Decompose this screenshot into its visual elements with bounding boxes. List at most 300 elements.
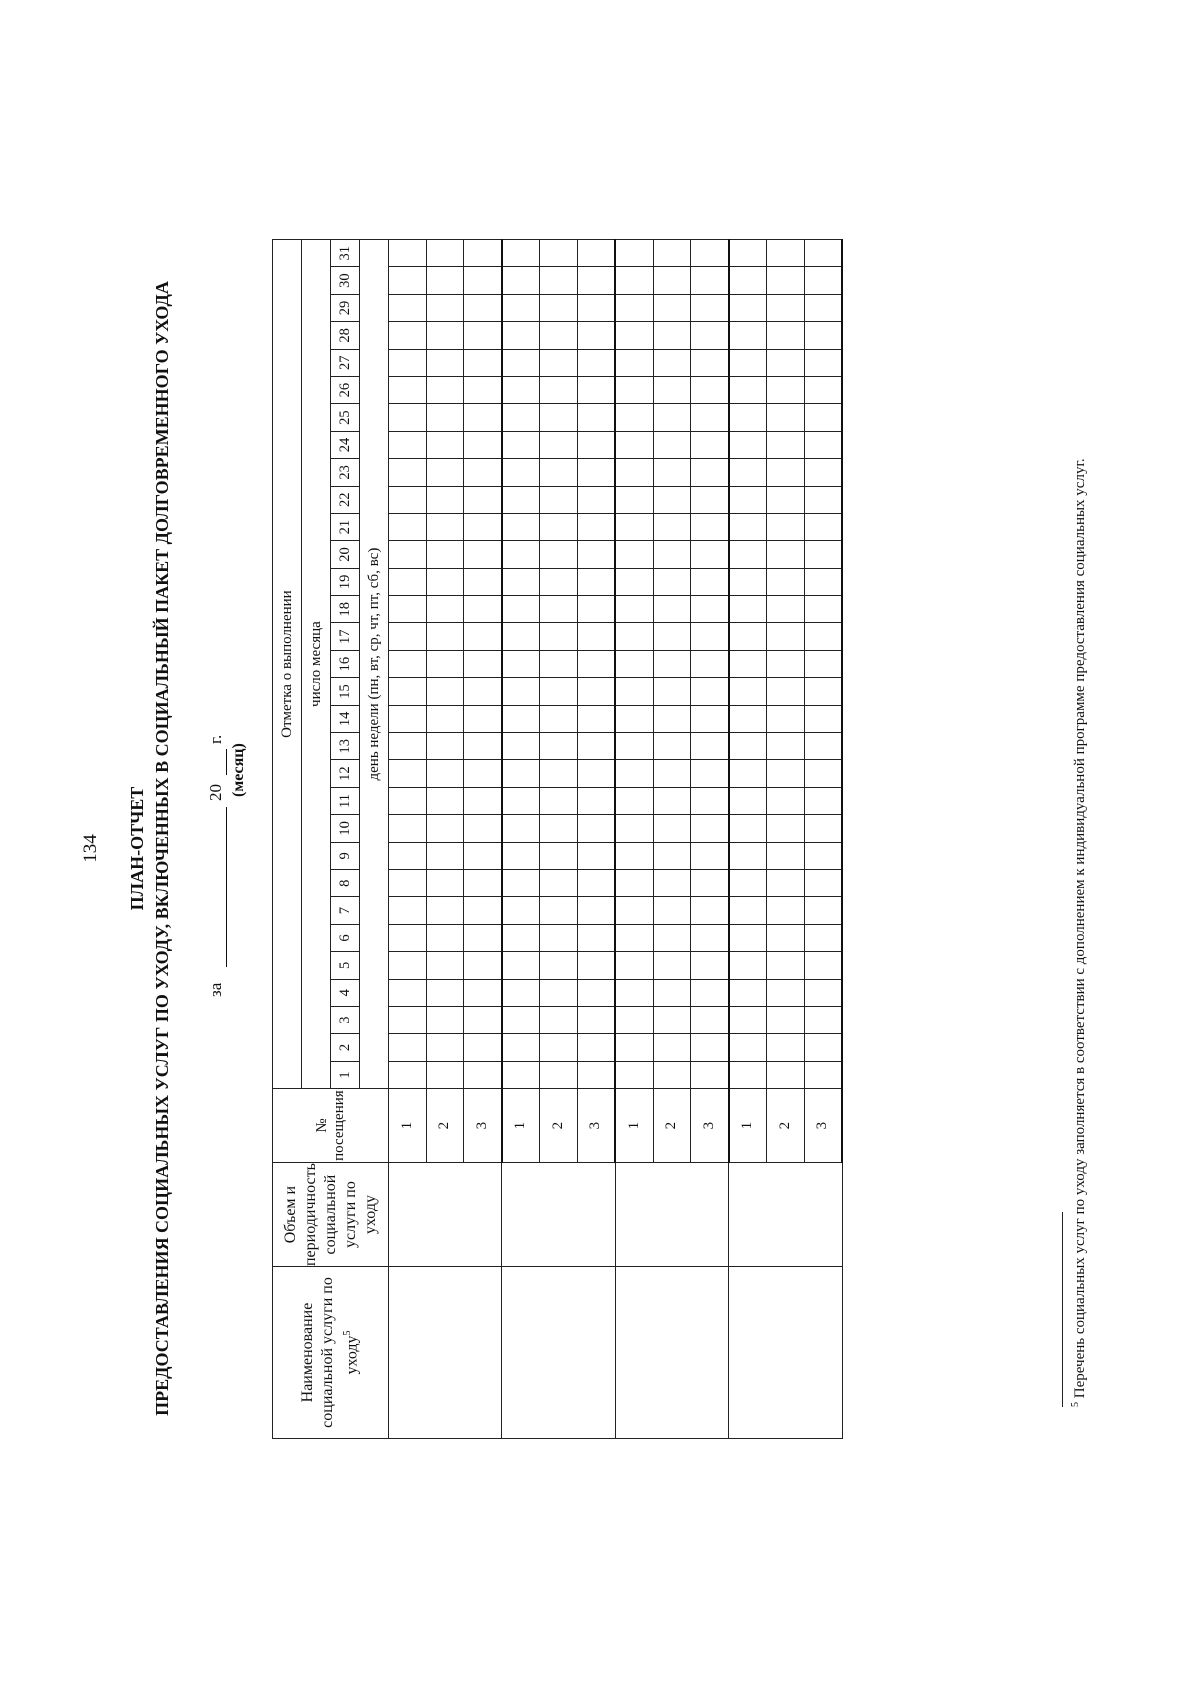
mark-cell [615,733,653,760]
mark-cell [502,705,540,732]
mark-cell [502,431,540,458]
mark-cell [691,952,729,979]
year-prefix: 20 [206,784,225,801]
mark-cell [653,349,691,376]
mark-cell [767,294,805,321]
mark-cell [729,486,767,513]
mark-cell [615,322,653,349]
mark-cell [389,294,427,321]
service-name-cell [502,1267,616,1439]
mark-cell [653,541,691,568]
mark-cell [540,650,578,677]
mark-cell [577,870,615,897]
mark-cell [653,431,691,458]
mark-cell [426,650,464,677]
mark-cell [464,1006,502,1033]
mark-cell [653,787,691,814]
footnote-text: Перечень социальных услуг по уходу заполняется в соответствии с дополнением к индивидуальной программе предоставления социальных услуг. [1072,458,1088,1399]
mark-cell [502,486,540,513]
mark-cell [502,596,540,623]
mark-cell [426,267,464,294]
mark-cell [502,815,540,842]
mark-cell [767,650,805,677]
mark-cell [464,623,502,650]
mark-cell [729,1006,767,1033]
mark-cell [464,787,502,814]
mark-cell [615,842,653,869]
mark-cell [502,1006,540,1033]
mark-cell [577,568,615,595]
mark-cell [502,376,540,403]
mark-cell [577,376,615,403]
mark-cell [729,733,767,760]
header-volume: Объем и периодичность социальной услуги по уходу [273,1163,389,1267]
day-number-cell: 29 [331,294,360,321]
mark-cell [804,404,842,431]
visit-number-cell: 1 [502,1089,540,1163]
mark-cell [691,596,729,623]
mark-cell [389,513,427,540]
mark-cell [729,431,767,458]
mark-cell [389,897,427,924]
mark-cell [502,650,540,677]
mark-cell [729,979,767,1006]
header-visit-number: № посещения [273,1089,389,1163]
mark-cell [389,1061,427,1088]
mark-cell [426,952,464,979]
mark-cell [502,459,540,486]
mark-cell [389,678,427,705]
report-period [196,557,256,997]
mark-cell [615,870,653,897]
mark-cell [464,541,502,568]
mark-cell [577,431,615,458]
mark-cell [464,650,502,677]
mark-cell [653,842,691,869]
mark-cell [577,486,615,513]
mark-cell [464,1034,502,1061]
mark-cell [502,678,540,705]
mark-cell [389,322,427,349]
mark-cell [577,952,615,979]
mark-cell [691,568,729,595]
mark-cell [615,459,653,486]
mark-cell [389,267,427,294]
mark-cell [615,267,653,294]
mark-cell [502,924,540,951]
day-number-cell: 16 [331,650,360,677]
header-service-name-ref: 5 [342,1330,354,1336]
mark-cell [426,815,464,842]
mark-cell [502,404,540,431]
mark-cell [540,815,578,842]
mark-cell [577,1006,615,1033]
mark-cell [729,787,767,814]
mark-cell [804,897,842,924]
day-number-cell: 24 [331,431,360,458]
mark-cell [804,349,842,376]
mark-cell [540,404,578,431]
day-number-cell: 10 [331,815,360,842]
title-line-1: ПЛАН-ОТЧЕТ [127,786,147,911]
month-blank-line [226,807,227,967]
mark-cell [426,376,464,403]
header-row-mark [273,240,302,1439]
mark-cell [653,596,691,623]
mark-cell [464,596,502,623]
mark-cell [577,678,615,705]
mark-cell [767,870,805,897]
mark-cell [653,1061,691,1088]
mark-cell [767,1034,805,1061]
mark-cell [653,404,691,431]
day-number-cell: 31 [331,240,360,267]
mark-cell [767,897,805,924]
mark-cell [464,952,502,979]
service-volume-cell [729,1163,843,1267]
mark-cell [540,1006,578,1033]
mark-cell [804,267,842,294]
mark-cell [691,294,729,321]
mark-cell [577,623,615,650]
service-volume-cell [502,1163,616,1267]
mark-cell [577,842,615,869]
mark-cell [389,623,427,650]
mark-cell [615,897,653,924]
mark-cell [691,322,729,349]
mark-cell [464,979,502,1006]
mark-cell [653,952,691,979]
mark-cell [577,650,615,677]
mark-cell [540,431,578,458]
header-mark: Отметка о выполнении [273,240,302,1089]
mark-cell [540,349,578,376]
mark-cell [464,568,502,595]
mark-cell [691,870,729,897]
mark-cell [804,678,842,705]
mark-cell [615,376,653,403]
mark-cell [615,1034,653,1061]
mark-cell [615,979,653,1006]
mark-cell [767,349,805,376]
mark-cell [804,568,842,595]
day-number-cell: 7 [331,897,360,924]
mark-cell [691,267,729,294]
mark-cell [464,459,502,486]
mark-cell [464,404,502,431]
mark-cell [540,267,578,294]
mark-cell [653,376,691,403]
mark-cell [389,541,427,568]
mark-cell [653,650,691,677]
page-number: 134 [80,834,101,863]
mark-cell [389,842,427,869]
mark-cell [804,294,842,321]
mark-cell [426,322,464,349]
mark-cell [540,459,578,486]
mark-cell [389,815,427,842]
mark-cell [615,240,653,267]
mark-cell [729,897,767,924]
mark-cell [502,349,540,376]
mark-cell [389,596,427,623]
mark-cell [464,267,502,294]
mark-cell [389,404,427,431]
mark-cell [426,1006,464,1033]
mark-cell [615,952,653,979]
mark-cell [729,541,767,568]
mark-cell [804,541,842,568]
mark-cell [389,240,427,267]
visit-number-cell: 3 [464,1089,502,1163]
mark-cell [615,705,653,732]
mark-cell [653,1034,691,1061]
mark-cell [464,897,502,924]
mark-cell [426,486,464,513]
day-number-cell: 26 [331,376,360,403]
mark-cell [653,322,691,349]
mark-cell [577,787,615,814]
mark-cell [804,733,842,760]
mark-cell [389,486,427,513]
mark-cell [653,924,691,951]
mark-cell [691,650,729,677]
mark-cell [653,459,691,486]
mark-cell [426,1061,464,1088]
mark-cell [615,1006,653,1033]
mark-cell [691,240,729,267]
header-day-of-month: число месяца [302,240,331,1089]
mark-cell [804,623,842,650]
mark-cell [502,267,540,294]
mark-cell [653,294,691,321]
mark-cell [389,733,427,760]
mark-cell [804,459,842,486]
mark-cell [426,596,464,623]
mark-cell [502,294,540,321]
mark-cell [464,431,502,458]
mark-cell [502,541,540,568]
mark-cell [540,705,578,732]
mark-cell [804,815,842,842]
mark-cell [691,979,729,1006]
mark-cell [615,568,653,595]
day-number-cell: 25 [331,404,360,431]
mark-cell [502,733,540,760]
mark-cell [464,376,502,403]
mark-cell [426,623,464,650]
mark-cell [653,486,691,513]
day-number-cell: 14 [331,705,360,732]
month-caption: (месяц) [230,743,247,797]
mark-cell [502,787,540,814]
mark-cell [767,322,805,349]
mark-cell [426,897,464,924]
mark-cell [540,322,578,349]
service-name-cell [729,1267,843,1439]
mark-cell [389,924,427,951]
mark-cell [691,1006,729,1033]
mark-cell [426,678,464,705]
mark-cell [804,596,842,623]
day-number-cell: 21 [331,513,360,540]
mark-cell [804,1034,842,1061]
mark-cell [804,924,842,951]
mark-cell [502,568,540,595]
mark-cell [729,568,767,595]
mark-cell [389,952,427,979]
mark-cell [767,431,805,458]
mark-cell [804,705,842,732]
mark-cell [767,678,805,705]
table-row [502,240,540,1439]
mark-cell [804,979,842,1006]
document-title [125,100,175,1597]
service-name-cell [389,1267,502,1439]
mark-cell [577,322,615,349]
mark-cell [577,979,615,1006]
mark-cell [502,1034,540,1061]
day-number-cell: 8 [331,870,360,897]
mark-cell [464,513,502,540]
year-blank-line [226,749,227,775]
mark-cell [729,870,767,897]
mark-cell [540,678,578,705]
mark-cell [691,623,729,650]
mark-cell [729,678,767,705]
mark-cell [502,623,540,650]
mark-cell [389,650,427,677]
mark-cell [729,322,767,349]
mark-cell [464,815,502,842]
mark-cell [691,486,729,513]
mark-cell [615,787,653,814]
mark-cell [729,404,767,431]
mark-cell [729,1034,767,1061]
mark-cell [502,760,540,787]
mark-cell [653,897,691,924]
mark-cell [426,979,464,1006]
mark-cell [426,787,464,814]
mark-cell [615,760,653,787]
day-number-cell: 27 [331,349,360,376]
mark-cell [577,815,615,842]
mark-cell [729,240,767,267]
mark-cell [426,760,464,787]
mark-cell [729,513,767,540]
mark-cell [540,240,578,267]
mark-cell [540,760,578,787]
header-day-of-week: день недели (пн, вт, ср, чт, пт, сб, вс) [360,240,389,1089]
mark-cell [577,705,615,732]
mark-cell [502,240,540,267]
mark-cell [767,459,805,486]
mark-cell [729,294,767,321]
day-number-cell: 11 [331,787,360,814]
mark-cell [540,842,578,869]
mark-cell [577,1061,615,1088]
mark-cell [767,924,805,951]
mark-cell [653,1006,691,1033]
mark-cell [426,431,464,458]
mark-cell [615,815,653,842]
mark-cell [767,240,805,267]
mark-cell [426,404,464,431]
mark-cell [464,1061,502,1088]
mark-cell [615,678,653,705]
visit-number-cell: 2 [426,1089,464,1163]
mark-cell [426,541,464,568]
mark-cell [426,870,464,897]
mark-cell [691,705,729,732]
mark-cell [577,760,615,787]
mark-cell [691,760,729,787]
mark-cell [653,705,691,732]
mark-cell [389,760,427,787]
mark-cell [729,952,767,979]
mark-cell [540,376,578,403]
day-number-cell: 2 [331,1034,360,1061]
mark-cell [540,787,578,814]
table-row [389,240,427,1439]
mark-cell [502,513,540,540]
mark-cell [767,404,805,431]
mark-cell [389,705,427,732]
mark-cell [653,760,691,787]
mark-cell [577,513,615,540]
mark-cell [577,240,615,267]
footnote [1070,458,1089,1407]
mark-cell [577,267,615,294]
mark-cell [464,733,502,760]
mark-cell [729,596,767,623]
mark-cell [804,1061,842,1088]
mark-cell [767,979,805,1006]
day-number-cell: 4 [331,979,360,1006]
mark-cell [540,1034,578,1061]
mark-cell [691,678,729,705]
mark-cell [691,815,729,842]
day-number-cell: 23 [331,459,360,486]
visit-number-cell: 2 [540,1089,578,1163]
day-number-cell: 13 [331,733,360,760]
mark-cell [464,678,502,705]
mark-cell [540,513,578,540]
mark-cell [540,486,578,513]
mark-cell [691,541,729,568]
mark-cell [426,733,464,760]
mark-cell [389,787,427,814]
mark-cell [464,240,502,267]
mark-cell [540,541,578,568]
day-number-cell: 6 [331,924,360,951]
mark-cell [804,842,842,869]
mark-cell [426,459,464,486]
footnote-rule [1062,1212,1063,1407]
mark-cell [615,623,653,650]
mark-cell [577,924,615,951]
mark-cell [804,431,842,458]
mark-cell [426,1034,464,1061]
mark-cell [389,349,427,376]
service-volume-cell [389,1163,502,1267]
mark-cell [691,431,729,458]
mark-cell [540,568,578,595]
table-row [729,240,767,1439]
mark-cell [464,760,502,787]
mark-cell [653,267,691,294]
mark-cell [615,1061,653,1088]
